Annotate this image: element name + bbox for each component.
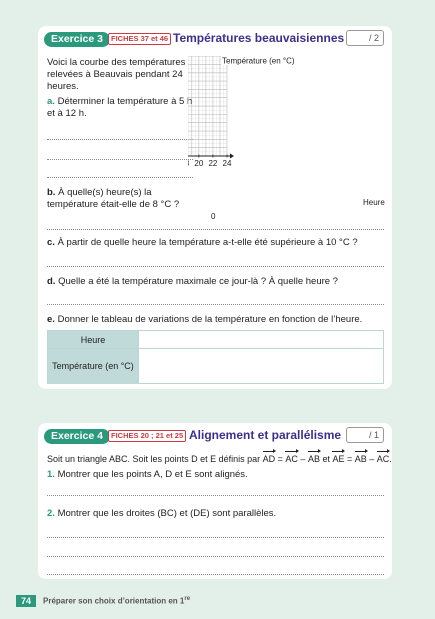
exercise-4-card — [38, 423, 392, 579]
exercise-3-score-box[interactable]: / 2 — [346, 30, 384, 46]
question-c-text: À partir de quelle heure la température a-t-elle été supérieure à 10 °C ? — [57, 237, 358, 248]
exercise-4-title: Alignement et parallélisme — [189, 428, 342, 442]
question-b — [47, 187, 197, 211]
exercise-4-intro-text: Soit un triangle ABC. Soit les points D et E définis par — [47, 454, 263, 464]
exercise-3-title: Températures beauvaisiennes — [173, 31, 345, 45]
exercise-3-badge: Exercice 3 — [44, 32, 110, 47]
question-d-number: d. — [47, 276, 56, 287]
answer-line-a1[interactable] — [47, 139, 193, 140]
variation-table-label-heure: Heure — [48, 331, 138, 348]
equals-sign-1: = — [275, 454, 286, 464]
question-b-number: b. — [47, 187, 56, 198]
x-tick-label: 20 — [194, 159, 204, 168]
exercise-4-score-box[interactable]: / 1 — [346, 427, 384, 443]
exercise-3-header — [38, 30, 384, 48]
question-b-text: À quelle(s) heure(s) la température était-elle de 8 °C ? — [47, 187, 180, 210]
footer-text — [43, 596, 190, 606]
chart-ylabel: Température (en °C) — [222, 56, 295, 66]
answer-line-2a[interactable] — [47, 537, 384, 538]
question-d — [47, 276, 387, 288]
variation-table-row-heure — [48, 331, 383, 349]
answer-line-b[interactable] — [47, 229, 384, 230]
answer-line-c[interactable] — [47, 266, 384, 267]
page-number: 74 — [16, 595, 36, 607]
answer-line-d[interactable] — [47, 304, 384, 305]
answer-line-a2[interactable] — [47, 159, 193, 160]
exercise-3-fiches-tag: FICHES 37 et 46 — [108, 33, 171, 45]
vector-ab-2: AB — [354, 454, 367, 464]
vector-ab: AB — [307, 454, 320, 464]
variation-table-cell-heure[interactable] — [138, 331, 383, 348]
question-e — [47, 314, 392, 326]
chart-origin-label: 0 — [211, 212, 216, 221]
question-1 — [47, 469, 387, 481]
footer-title: Préparer son choix d’orientation en 1 — [43, 596, 185, 606]
vector-ae: AE — [332, 454, 345, 464]
vector-ad: AD — [262, 454, 276, 464]
exercise-4-fiches-tag: FICHES 20 ; 21 et 25 — [108, 430, 186, 442]
answer-line-a3[interactable] — [47, 177, 193, 178]
x-tick-label: 24 — [222, 159, 232, 168]
question-1-text: Montrer que les points A, D et E sont alignés. — [57, 469, 248, 480]
chart-xlabel: Heure — [363, 198, 385, 207]
x-tick-label: 22 — [208, 159, 218, 168]
variation-table-label-temperature: Température (en °C) — [48, 349, 138, 384]
question-a-text: Déterminer la température à 5 h et à 12 h. — [47, 96, 193, 119]
vector-ac: AC — [285, 454, 298, 464]
exercise-3-card — [38, 26, 392, 389]
variation-table-cell-temperature[interactable] — [138, 349, 383, 384]
x-axis-arrow-icon — [230, 154, 234, 159]
question-c — [47, 237, 387, 249]
exercise-3-intro: Voici la courbe des températures relevées à Beauvais pendant 24 heures. — [47, 57, 186, 92]
question-1-number: 1. — [47, 469, 55, 480]
question-a-number: a. — [47, 96, 55, 107]
question-e-text: Donner le tableau de variations de la température en fonction de l’heure. — [57, 314, 363, 325]
exercise-4-header — [38, 427, 384, 445]
equals-sign-2: = — [344, 454, 355, 464]
minus-sign-2: – — [366, 454, 377, 464]
footer-sup: re — [184, 596, 191, 602]
question-2-number: 2. — [47, 508, 55, 519]
exercise-4-intro — [47, 453, 392, 465]
variation-table — [47, 330, 384, 384]
exercise-4-badge: Exercice 4 — [44, 429, 110, 444]
chart-major-grid — [188, 56, 227, 156]
question-2 — [47, 508, 387, 520]
answer-line-1[interactable] — [47, 495, 384, 496]
intro-end: . — [389, 454, 392, 464]
temperature-chart — [188, 56, 390, 226]
minus-sign-1: – — [297, 454, 308, 464]
question-d-text: Quelle a été la température maximale ce jour-là ? À quelle heure ? — [58, 276, 338, 287]
question-2-text: Montrer que les droites (BC) et (DE) sont parallèles. — [57, 508, 277, 519]
answer-line-2c[interactable] — [47, 574, 384, 575]
question-e-number: e. — [47, 314, 55, 325]
question-c-number: c. — [47, 237, 55, 248]
vector-ac-2: AC — [376, 454, 390, 464]
and-word: et — [319, 454, 333, 464]
answer-line-2b[interactable] — [47, 556, 384, 557]
variation-table-row-temperature — [48, 349, 383, 384]
x-tick-label — [188, 159, 190, 168]
question-a — [47, 96, 197, 120]
